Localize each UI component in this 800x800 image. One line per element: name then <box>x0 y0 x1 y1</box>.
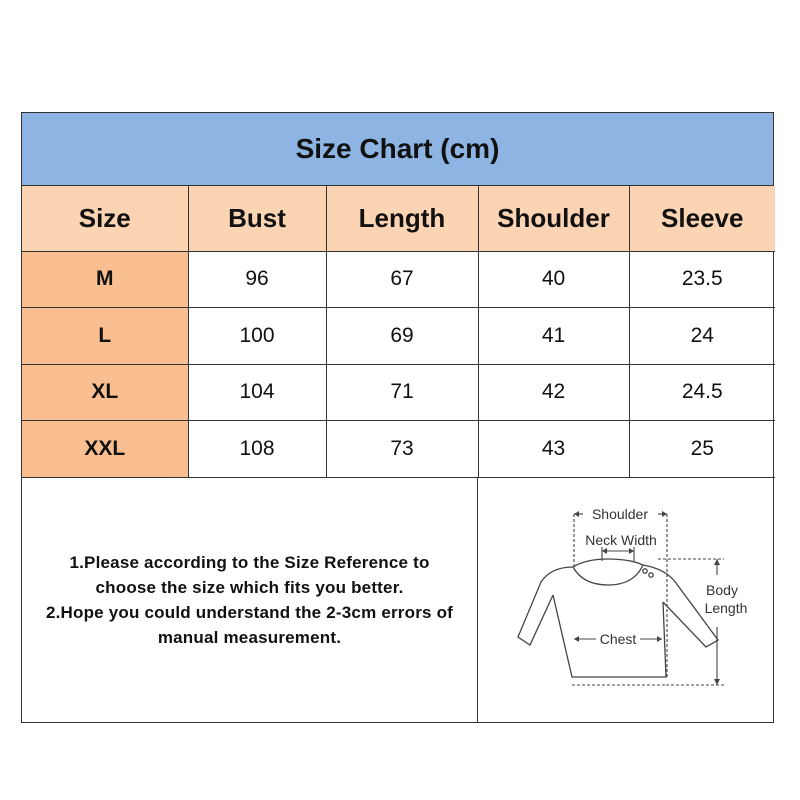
sleeve-cell: 25 <box>629 421 775 478</box>
neck-width-label: Neck Width <box>585 532 657 548</box>
bottom-section <box>22 477 773 722</box>
table-row <box>22 421 775 478</box>
size-chart <box>21 112 774 723</box>
table-row <box>22 251 775 308</box>
shoulder-cell: 42 <box>478 364 629 421</box>
size-cell: XXL <box>22 421 188 478</box>
length-label: Length <box>704 600 748 616</box>
sleeve-cell: 23.5 <box>629 251 775 308</box>
bust-cell: 108 <box>188 421 326 478</box>
body-length-measure <box>572 559 724 685</box>
size-cell: L <box>22 308 188 365</box>
length-cell: 73 <box>326 421 478 478</box>
table-row <box>22 308 775 365</box>
sleeve-cell: 24.5 <box>629 364 775 421</box>
bust-cell: 96 <box>188 251 326 308</box>
table-row <box>22 364 775 421</box>
header-length: Length <box>326 186 478 251</box>
chest-label: Chest <box>599 631 637 647</box>
size-cell: M <box>22 251 188 308</box>
size-cell: XL <box>22 364 188 421</box>
header-sleeve: Sleeve <box>629 186 775 251</box>
header-bust: Bust <box>188 186 326 251</box>
header-size: Size <box>22 186 188 251</box>
shoulder-cell: 43 <box>478 421 629 478</box>
note-line: 2.Hope you could understand the 2-3cm errors of <box>45 602 454 622</box>
note-line: manual measurement. <box>157 627 342 647</box>
shoulder-label: Shoulder <box>591 506 649 522</box>
shirt-outline-icon <box>518 559 718 677</box>
bust-cell: 100 <box>188 308 326 365</box>
sleeve-cell: 24 <box>629 308 775 365</box>
measurement-diagram <box>478 477 773 722</box>
body-label: Body <box>706 582 738 598</box>
header-shoulder: Shoulder <box>478 186 629 251</box>
bust-cell: 104 <box>188 364 326 421</box>
length-cell: 67 <box>326 251 478 308</box>
note-line: choose the size which fits you better. <box>95 577 404 597</box>
size-table <box>22 186 775 478</box>
chart-title: Size Chart (cm) <box>22 113 773 186</box>
length-cell: 69 <box>326 308 478 365</box>
shoulder-cell: 40 <box>478 251 629 308</box>
length-cell: 71 <box>326 364 478 421</box>
table-header-row <box>22 186 775 251</box>
note-line: 1.Please according to the Size Reference to <box>69 552 430 572</box>
notes-panel <box>22 477 478 722</box>
shoulder-cell: 41 <box>478 308 629 365</box>
